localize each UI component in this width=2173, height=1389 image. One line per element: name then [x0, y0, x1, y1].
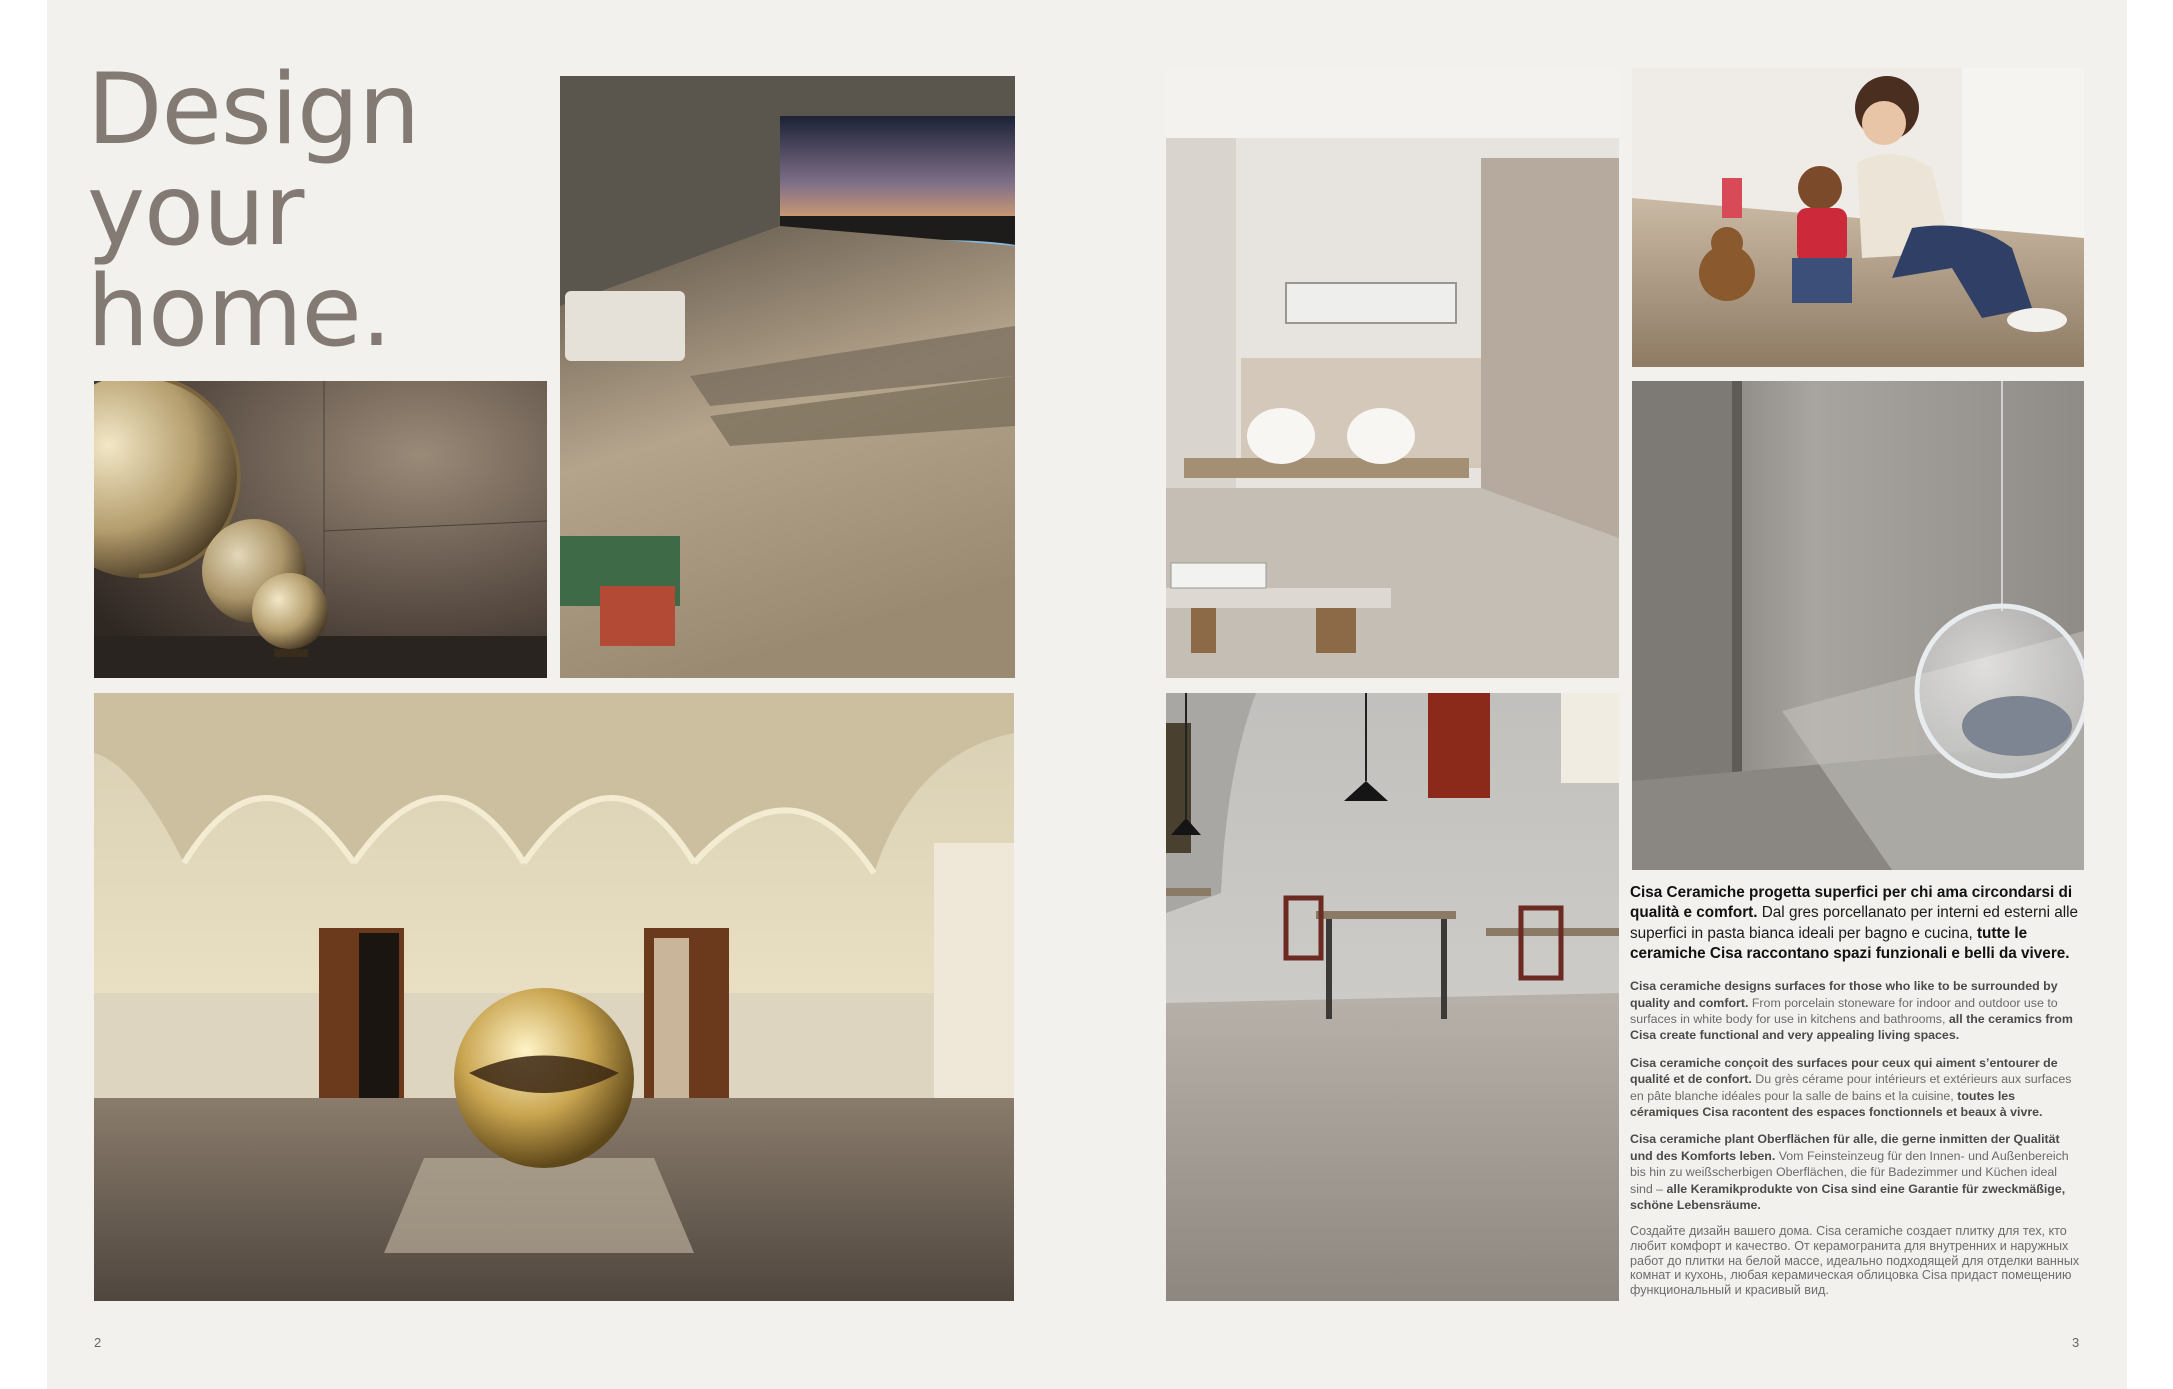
photo-restaurant [1166, 693, 1619, 1301]
photo-hanging-chair [1632, 381, 2084, 870]
photo-globes [94, 381, 547, 678]
text-french: Cisa ceramiche conçoit des surfaces pour ceux qui aiment s’entourer de qualité et de confort. Du grès cérame pour intérieurs et extérieurs aux surfaces en pâte blanche idéales pour la salle de bains et la cuisine, toutes les céramiques Cisa racontent des espaces fonctionnels et beaux à vivre. [1630, 1055, 2072, 1120]
page-title: Design your home. [87, 53, 420, 369]
photo-mother-child [1632, 68, 2084, 367]
photo-terrace [560, 76, 1015, 678]
text-italian: Cisa Ceramiche progetta superfici per chi ama circondarsi di qualità e comfort. Dal gres porcellanato per interni ed esterni alle superfici in pasta bianca ideali per bagno e cucina, tutte le ceramiche Cisa raccontano spazi funzionali e belli da vivere. [1630, 884, 2079, 962]
page-number-left: 2 [94, 1335, 102, 1350]
photo-bathroom [1166, 68, 1619, 678]
text-english: Cisa ceramiche designs surfaces for those who like to be surrounded by quality and comfort. From porcelain stoneware for indoor and outdoor use to surfaces in white body for use in kitchens and bathrooms, all the ceramics from Cisa create functional and very appealing living spaces. [1630, 979, 2073, 1043]
page-number-right: 3 [2072, 1335, 2080, 1350]
text-russian: Создайте дизайн вашего дома. Cisa ceramiche создает плитку для тех, кто любит комфорт и качество. От керамогранита для внутренних и наружных работ до плитки на белой массе, идеально подходящей для отделки ванных комнат и кухонь, любая керамическая облицовка Cisa придаст помещению функциональный и красивый вид. [1630, 1224, 2080, 1297]
photo-palace-hall [94, 693, 1014, 1301]
description-text [1630, 883, 2080, 1308]
text-german: Cisa ceramiche plant Oberflächen für alle, die gerne inmitten der Qualität und des Komforts leben. Vom Feinsteinzeug für den Innen- und Außenbereich bis hin zu weißscherbigen Oberflächen, die für Badezimmer und Küchen ideal sind – alle Keramikprodukte von Cisa sind eine Garantie für zweckmäßige, schöne Lebensräume. [1630, 1132, 2069, 1213]
